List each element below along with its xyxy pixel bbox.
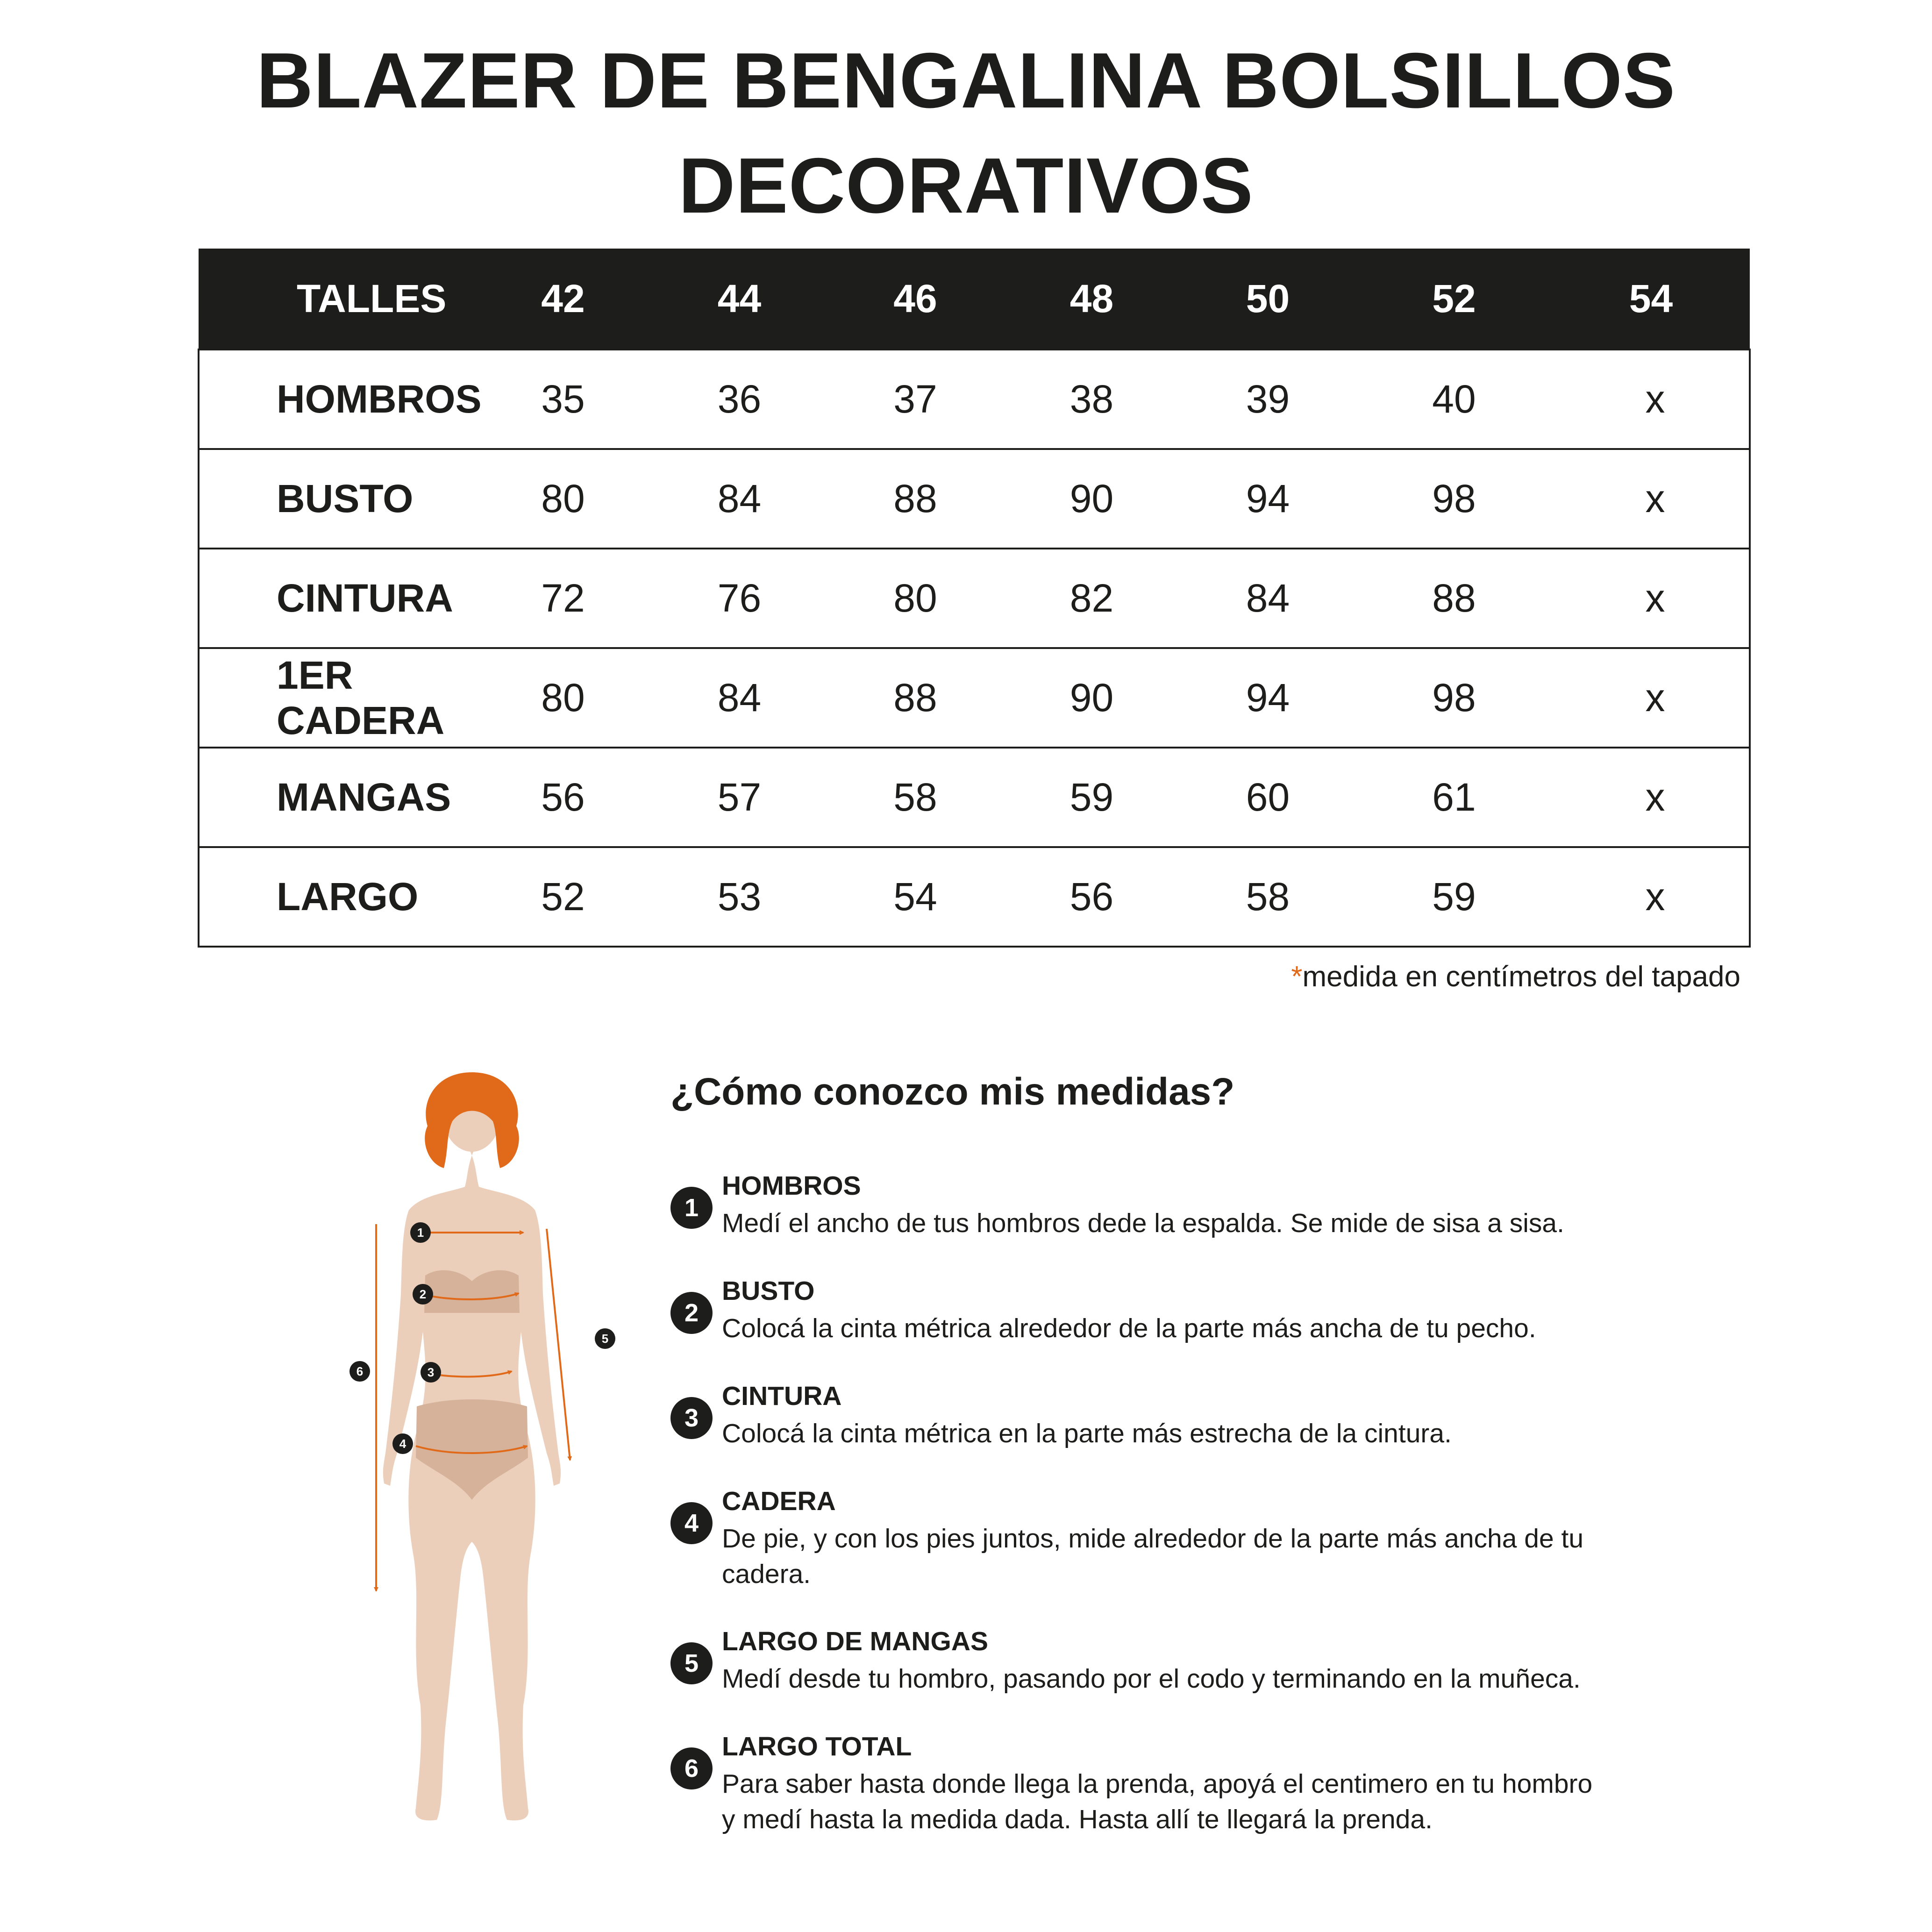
table-cell: 35 [541,377,585,421]
marker-1 [410,1222,431,1243]
row-label: BUSTO [277,477,413,520]
table-row-hombros [199,349,1750,449]
svg-text:1: 1 [417,1226,424,1240]
step-number-badge: 1 [670,1187,713,1229]
table-cell: 72 [541,576,585,620]
table-cell: 56 [541,775,585,819]
table-row-mangas [199,748,1750,847]
table-cell: 98 [1432,676,1476,720]
step-number-badge: 6 [670,1747,713,1789]
table-cell: 39 [1246,377,1290,421]
row-label: CINTURA [277,576,453,620]
body-measurement-figure [327,1070,654,1855]
table-cell: x [1645,576,1665,620]
note-text: medida en centímetros del tapado [1302,961,1740,993]
table-row-1er-cadera [199,648,1750,748]
svg-text:5: 5 [601,1332,609,1346]
measure-note [1291,960,1740,993]
table-cell: 61 [1432,775,1476,819]
step-number-badge: 4 [670,1502,713,1544]
table-cell: 98 [1432,477,1476,520]
table-row-cintura [199,549,1750,648]
header-cell-size: 44 [717,276,762,321]
guide-item-desc: Medí desde tu hombro, pasando por el codo y terminando en la muñeca. [722,1664,1581,1694]
table-cell: 38 [1069,377,1114,421]
guide-item-desc: Colocá la cinta métrica alrededor de la parte más ancha de tu pecho. [722,1313,1536,1343]
table-row-largo [199,847,1750,947]
table-cell: 80 [541,676,585,720]
guide-item-desc: Medí el ancho de tus hombros dede la espalda. Se mide de sisa a sisa. [722,1208,1564,1238]
table-cell: 94 [1246,676,1290,720]
table-cell: 82 [1069,576,1114,620]
table-cell: x [1645,875,1665,919]
table-row-busto [199,449,1750,549]
header-cell-size: 48 [1069,276,1114,321]
svg-text:6: 6 [356,1364,364,1378]
table-cell: x [1645,377,1665,421]
step-number-badge: 5 [670,1642,713,1684]
marker-4 [392,1433,413,1454]
marker-6 [349,1361,370,1382]
table-cell: 88 [1432,576,1476,620]
title-line-1: BLAZER DE BENGALINA BOLSILLOS [256,36,1676,124]
marker-2 [413,1284,433,1305]
table-cell: 84 [1246,576,1290,620]
guide-item-title: LARGO TOTAL [722,1732,912,1761]
guide-item-desc: Para saber hasta donde llega la prenda, apoyá el centimero en tu hombro y medí hasta la medida dada. Hasta allí te llegará la prenda. [722,1769,1593,1834]
svg-text:3: 3 [427,1365,435,1379]
row-label: LARGO [277,875,419,919]
row-label: 1ER CADERA [277,653,445,742]
header-cell-size: 42 [541,276,585,321]
table-cell: 56 [1069,875,1114,919]
header-cell-size: 52 [1432,276,1476,321]
guide-item-title: CINTURA [722,1381,842,1411]
title-line-2: DECORATIVOS [678,142,1254,229]
marker-3 [421,1362,441,1383]
table-cell: 84 [717,676,762,720]
table-cell: 90 [1069,676,1114,720]
size-table [198,249,1751,948]
step-number-badge: 2 [670,1292,713,1334]
table-cell: 94 [1246,477,1290,520]
table-cell: 36 [717,377,762,421]
table-cell: 58 [893,775,937,819]
guide-item-desc: Colocá la cinta métrica en la parte más estrecha de la cintura. [722,1419,1452,1448]
table-cell: 84 [717,477,762,520]
guide-item-title: CADERA [722,1486,836,1516]
guide-item-title: LARGO DE MANGAS [722,1626,988,1656]
table-cell: x [1645,676,1665,720]
table-cell: 59 [1069,775,1114,819]
table-cell: 80 [893,576,937,620]
table-cell: 40 [1432,377,1476,421]
header-cell-talles: TALLES [297,276,447,321]
table-cell: 76 [717,576,762,620]
table-header-row [199,249,1750,349]
row-label: HOMBROS [277,377,482,421]
table-cell: 57 [717,775,762,819]
table-cell: 37 [893,377,937,421]
table-cell: 60 [1246,775,1290,819]
marker-5 [595,1328,615,1349]
svg-text:2: 2 [419,1287,427,1301]
header-cell-size: 54 [1629,276,1673,321]
table-cell: 90 [1069,477,1114,520]
table-cell: 88 [893,676,937,720]
svg-text:4: 4 [399,1437,406,1451]
table-cell: x [1645,477,1665,520]
table-cell: 88 [893,477,937,520]
header-cell-size: 46 [893,276,937,321]
table-cell: 80 [541,477,585,520]
step-number-badge: 3 [670,1397,713,1439]
guide-item-title: HOMBROS [722,1171,861,1201]
header-cell-size: 50 [1246,276,1290,321]
guide-item-title: BUSTO [722,1276,815,1306]
table-cell: 58 [1246,875,1290,919]
table-cell: 53 [717,875,762,919]
table-cell: x [1645,775,1665,819]
table-cell: 59 [1432,875,1476,919]
table-cell: 54 [893,875,937,919]
guide-item-desc: De pie, y con los pies juntos, mide alrededor de la parte más ancha de tu cadera. [722,1524,1584,1589]
page-title [0,28,1932,238]
how-to-measure-title: ¿Cómo conozco mis medidas? [670,1070,1235,1113]
row-label: MANGAS [277,775,451,819]
table-cell: 52 [541,875,585,919]
note-asterisk: * [1291,961,1303,993]
